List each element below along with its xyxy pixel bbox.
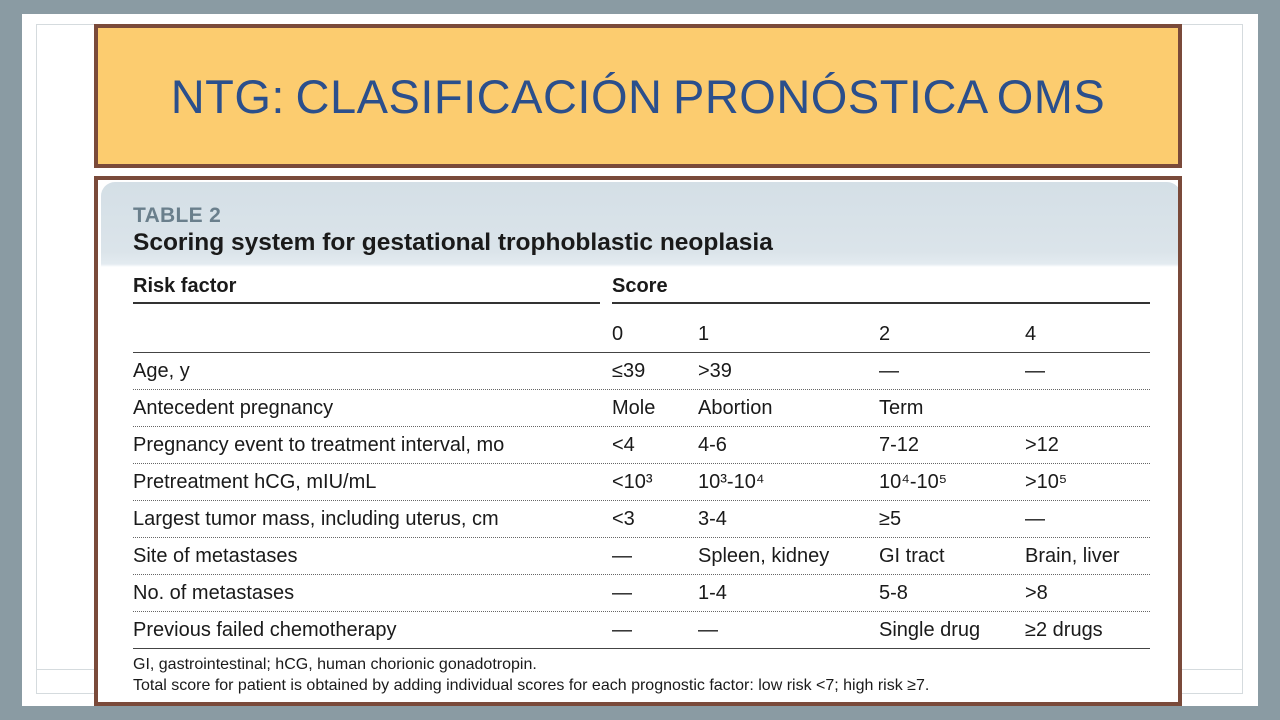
row-score-4: >10⁵ — [1025, 471, 1068, 493]
row-score-0: — — [612, 582, 632, 604]
row-divider — [133, 574, 1150, 575]
row-score-2: 5-8 — [879, 582, 908, 604]
score-col-4: 4 — [1025, 323, 1037, 345]
row-factor: Age, y — [133, 360, 190, 382]
row-factor: Pretreatment hCG, mIU/mL — [133, 471, 377, 493]
row-score-0: <4 — [612, 434, 635, 456]
slide-title: NTG: CLASIFICACIÓN PRONÓSTICA OMS — [170, 69, 1106, 123]
subheader-rule — [133, 352, 1150, 353]
row-score-0: <10³ — [612, 471, 653, 493]
table-bottom-rule — [133, 648, 1150, 649]
row-score-1: — — [698, 619, 718, 641]
row-score-1: 10³-10⁴ — [698, 471, 765, 493]
scoring-table — [101, 182, 1181, 706]
row-factor: Pregnancy event to treatment interval, mo — [133, 434, 505, 456]
row-score-2: Single drug — [879, 619, 981, 641]
row-score-4: >12 — [1025, 434, 1059, 456]
row-score-2: GI tract — [879, 545, 945, 567]
row-score-4: >8 — [1025, 582, 1048, 604]
row-score-4: — — [1025, 360, 1045, 382]
row-score-2: 10⁴-10⁵ — [879, 471, 948, 493]
row-factor: Antecedent pregnancy — [133, 397, 334, 419]
row-divider — [133, 463, 1150, 464]
row-score-1: 1-4 — [698, 582, 727, 604]
slide — [22, 14, 1258, 706]
table-image-frame — [94, 176, 1182, 706]
header-risk-factor: Risk factor — [133, 275, 237, 297]
row-factor: No. of metastases — [133, 582, 295, 604]
row-score-4: ≥2 drugs — [1025, 619, 1103, 641]
row-score-2: — — [879, 360, 899, 382]
title-banner — [94, 24, 1182, 168]
row-score-1: Spleen, kidney — [698, 545, 830, 567]
row-score-0: — — [612, 545, 632, 567]
row-score-0: — — [612, 619, 632, 641]
table-caption: Scoring system for gestational trophoblastic neoplasia — [133, 229, 773, 256]
footnote-total-score: Total score for patient is obtained by adding individual scores for each prognostic factor: low risk <7; high risk ≥7. — [133, 677, 930, 694]
row-divider — [133, 611, 1150, 612]
score-col-0: 0 — [612, 323, 624, 345]
row-divider — [133, 537, 1150, 538]
row-score-0: Mole — [612, 397, 656, 419]
row-score-2: Term — [879, 397, 924, 419]
row-score-1: >39 — [698, 360, 732, 382]
row-score-4: Brain, liver — [1025, 545, 1120, 567]
row-score-1: 4-6 — [698, 434, 727, 456]
row-score-2: 7-12 — [879, 434, 920, 456]
row-divider — [133, 426, 1150, 427]
row-divider — [133, 500, 1150, 501]
row-score-1: Abortion — [698, 397, 773, 419]
row-score-4: — — [1025, 508, 1045, 530]
row-divider — [133, 389, 1150, 390]
row-score-2: ≥5 — [879, 508, 902, 530]
row-factor: Largest tumor mass, including uterus, cm — [133, 508, 499, 530]
footnote-abbreviations: GI, gastrointestinal; hCG, human chorionic gonadotropin. — [133, 656, 537, 673]
row-score-0: ≤39 — [612, 360, 646, 382]
score-col-2: 2 — [879, 323, 891, 345]
score-col-1: 1 — [698, 323, 710, 345]
row-factor: Site of metastases — [133, 545, 298, 567]
row-score-0: <3 — [612, 508, 635, 530]
header-rule-right — [612, 302, 1150, 304]
header-score: Score — [612, 275, 668, 297]
table-label: TABLE 2 — [133, 204, 222, 227]
row-score-1: 3-4 — [698, 508, 727, 530]
header-rule-left — [133, 302, 600, 304]
row-factor: Previous failed chemotherapy — [133, 619, 397, 641]
